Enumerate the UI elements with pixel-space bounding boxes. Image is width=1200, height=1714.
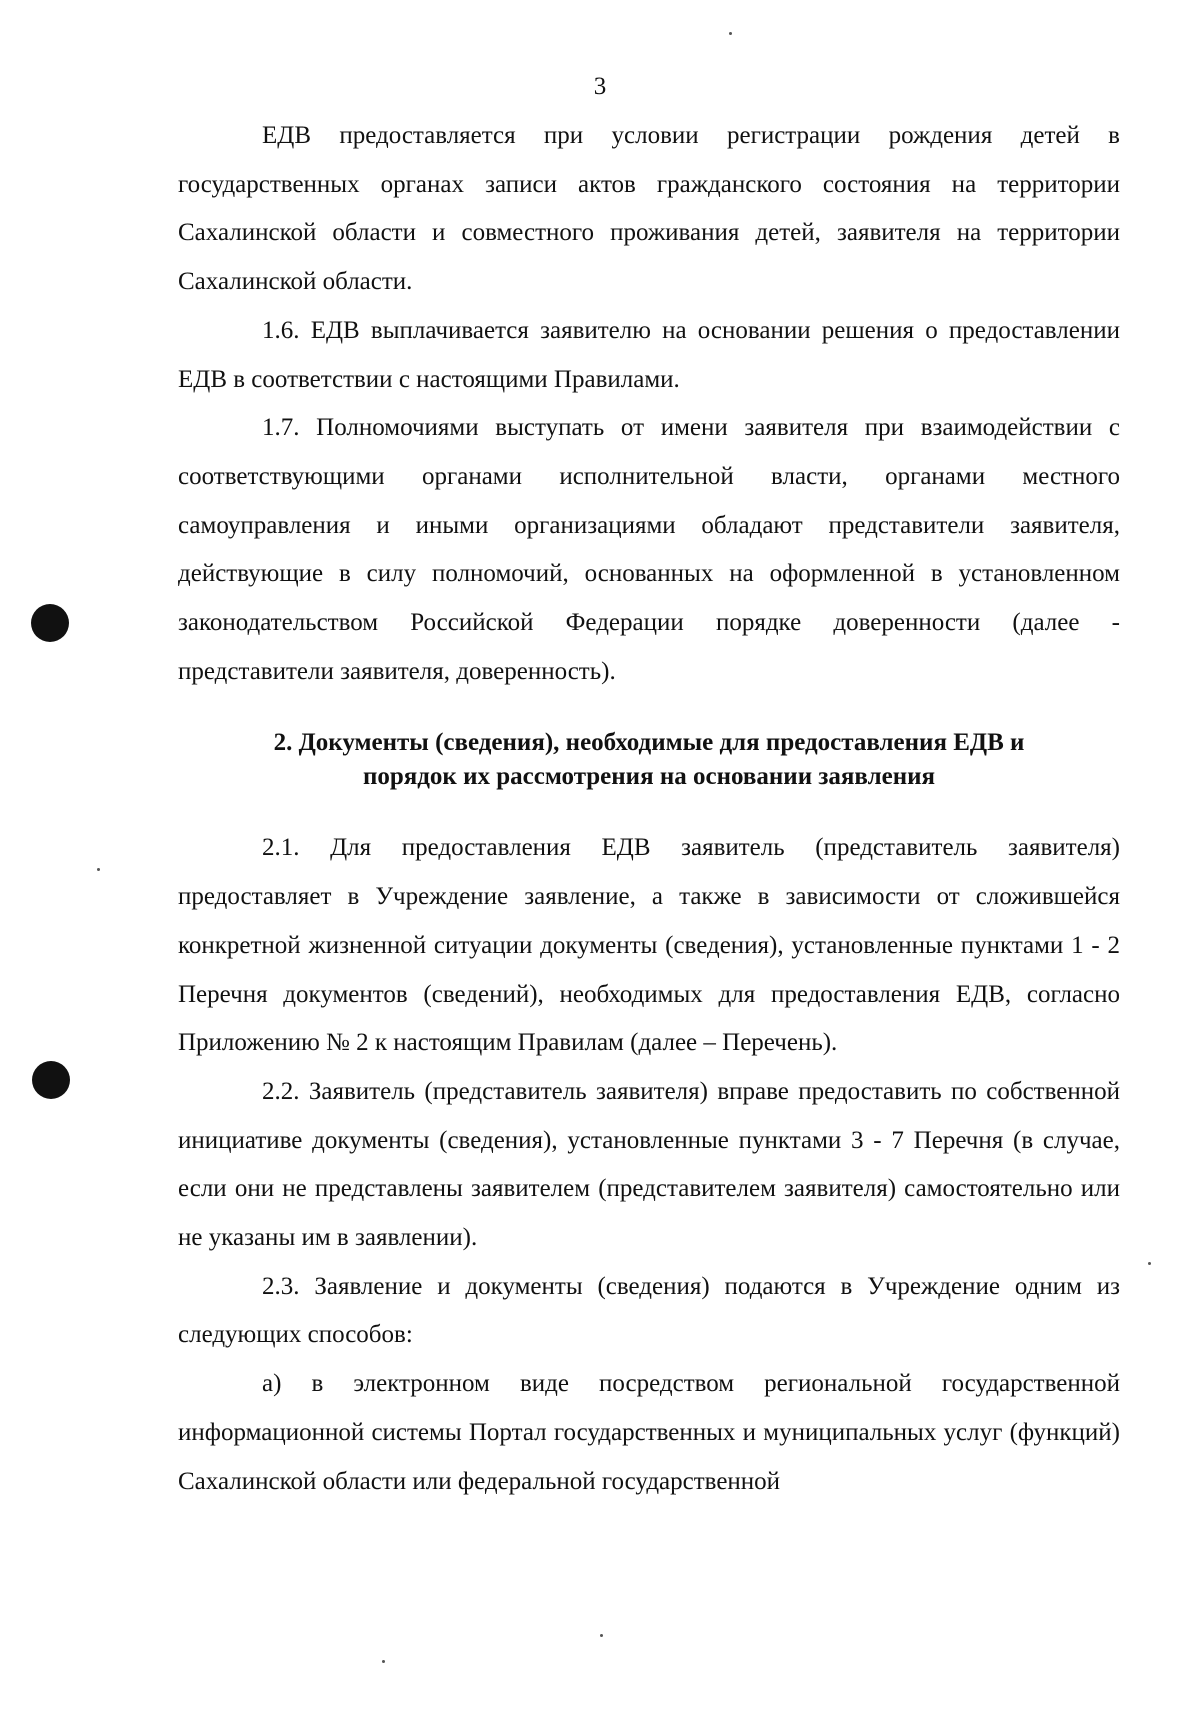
scan-speck: [1148, 1262, 1151, 1265]
section-heading-line-2: порядок их рассмотрения на основании заявления: [362, 763, 936, 791]
punch-hole: [32, 1061, 70, 1099]
paragraph-1-6: 1.6. ЕДВ выплачивается заявителю на основании решения о предоставлении ЕДВ в соответствии с настоящими Правилами.: [178, 316, 1120, 393]
section-heading: [178, 726, 1120, 794]
scan-speck: [97, 868, 100, 871]
paragraph-intro: ЕДВ предоставляется при условии регистрации рождения детей в государственных органах записи актов гражданского состояния на территории Сахалинской области и совместного проживания детей, заявителя на территории Сахалинской области.: [178, 122, 1120, 296]
paragraph-2-3: 2.3. Заявление и документы (сведения) подаются в Учреждение одним из следующих способов:: [178, 1272, 1120, 1349]
paragraph-2-3-a: а) в электронном виде посредством региональной государственной информационной системы Портал государственных и муниципальных услуг (функций) Сахалинской области или федеральной государственной: [178, 1370, 1120, 1495]
paragraph-2-2: 2.2. Заявитель (представитель заявителя) вправе предоставить по собственной инициативе документы (сведения), установленные пунктами 3 - 7 Перечня (в случае, если они не представлены заявителем (представителем заявителя) самостоятельно или не указаны им в заявлении).: [178, 1077, 1120, 1252]
document-body: [178, 112, 1120, 1506]
scan-speck: [382, 1660, 385, 1663]
paragraph-1-7: 1.7. Полномочиями выступать от имени заявителя при взаимодействии с соответствующими органами исполнительной власти, органами местного самоуправления и иными организациями обладают представители заявителя, действующие в силу полномочий, основанных на оформленной в установленном законодательством Российской Федерации порядке доверенности (далее - представители заявителя, доверенность).: [178, 414, 1120, 685]
punch-hole: [31, 604, 69, 642]
scan-speck: [600, 1634, 603, 1637]
page-number: 3: [593, 73, 607, 100]
section-heading-line-1: 2. Документы (сведения), необходимые для предоставления ЕДВ и: [273, 729, 1025, 757]
scan-speck: [729, 32, 732, 35]
paragraph-2-1: 2.1. Для предоставления ЕДВ заявитель (представитель заявителя) предоставляет в Учреждение заявление, а также в зависимости от сложившейся конкретной жизненной ситуации документы (сведения), установленные пунктами 1 - 2 Перечня документов (сведений), необходимых для предоставления ЕДВ, согласно Приложению № 2 к настоящим Правилам (далее – Перечень).: [178, 834, 1120, 1057]
